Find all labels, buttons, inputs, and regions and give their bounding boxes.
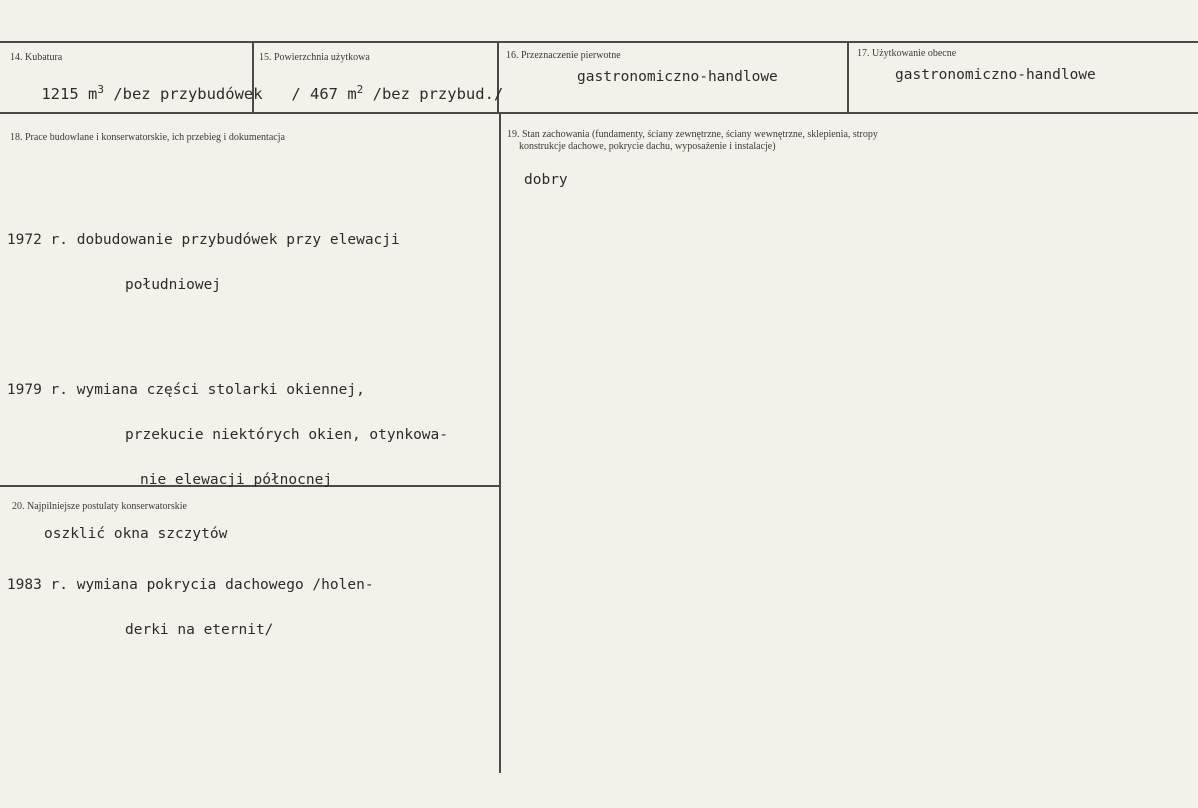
field-16-label: 16. Przeznaczenie pierwotne (506, 50, 621, 61)
field-15-number: / 467 m (291, 85, 357, 103)
entry-line: wymiana pokrycia dachowego /holen- (76, 577, 374, 593)
field-15-label: 15. Powierzchnia użytkowa (259, 52, 370, 63)
divider-16-17 (847, 42, 849, 113)
entry-line: przekucie niektórych okien, otynkowa- (125, 427, 449, 443)
field-19-label-line-1: 19. Stan zachowania (fundamenty, ściany zewnętrzne, ściany wewnętrzne, sklepienia, stropy (507, 129, 878, 140)
entry-line: dobudowanie przybudówek przy elewacji (76, 232, 400, 248)
entry-year: 1972 r. (6, 232, 68, 248)
top-rule (0, 41, 1198, 43)
entry-year: 1983 r. (6, 577, 68, 593)
field-18-entries (0, 173, 448, 698)
field-20-value: oszklić okna szczytów (44, 526, 228, 542)
field-15-unit-sup: 2 (356, 82, 364, 96)
field-19-value: dobry (524, 172, 568, 188)
field-14-number: 1215 m (41, 85, 98, 103)
field-19-label-line-2: konstrukcje dachowe, pokrycie dachu, wyposażenie i instalacje) (519, 141, 776, 152)
entry-1972 (0, 203, 448, 323)
entry-line: wymiana części stolarki okiennej, (76, 382, 365, 398)
main-vertical-divider (499, 113, 501, 773)
field-15-value (254, 72, 503, 117)
field-20-label: 20. Najpilniejsze postulaty konserwatorskie (12, 501, 187, 512)
entry-1979 (0, 353, 448, 518)
field-15-note: /bez przybud./ (363, 85, 504, 103)
field-14-unit-sup: 3 (97, 82, 104, 96)
field-18-label: 18. Prace budowlane i konserwatorskie, ich przebieg i dokumentacja (10, 132, 285, 143)
entry-1983 (0, 548, 448, 668)
field-17-label: 17. Użytkowanie obecne (857, 48, 957, 59)
field-16-value: gastronomiczno-handlowe (577, 69, 778, 85)
field-14-note: /bez przybudówek (103, 85, 263, 103)
entry-line: nie elewacji północnej (140, 472, 333, 488)
entry-line: derki na eternit/ (125, 622, 274, 638)
field-14-value (4, 72, 263, 117)
entry-year: 1979 r. (6, 382, 68, 398)
field-14-label: 14. Kubatura (10, 52, 63, 63)
field-17-value: gastronomiczno-handlowe (895, 67, 1096, 83)
entry-line: południowej (125, 277, 222, 293)
